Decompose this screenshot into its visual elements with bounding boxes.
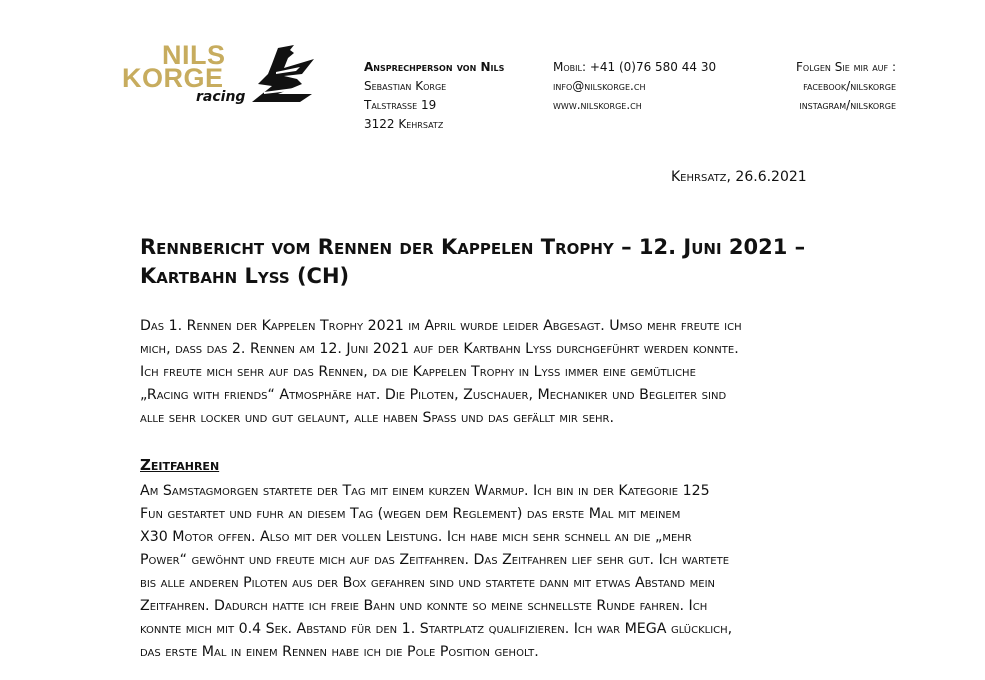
contact-website[interactable]: www.nilskorge.ch [553, 98, 642, 112]
text-line: konnte mich mit 0.4 Sek. Abstand für den 1. Startplatz qualifizieren. Ich war MEGA glücklich, [140, 621, 733, 637]
section-paragraph [140, 480, 900, 664]
text-line: alle sehr locker und gut gelaunt, alle haben Spass und das gefällt mir sehr. [140, 410, 615, 426]
contact-phone: Mobil: +41 (0)76 580 44 30 [553, 60, 717, 74]
logo-text-korge: KORGE [122, 63, 224, 93]
racing-figure-icon [250, 44, 322, 106]
text-line: das erste Mal in einem Rennen habe ich die Pole Position geholt. [140, 644, 539, 660]
contact-person-block [364, 58, 504, 134]
contact-details-block [553, 58, 716, 115]
text-line: Fun gestartet und fuhr an diesem Tag (wegen dem Reglement) das erste Mal mit meinem [140, 506, 681, 522]
section-heading: Zeitfahren [140, 456, 220, 474]
text-line: Ich freute mich sehr auf das Rennen, da die Kappelen Trophy in Lyss immer eine gemütliche [140, 364, 696, 380]
brand-logo [122, 40, 327, 108]
intro-paragraph [140, 315, 900, 430]
text-line: Power“ gewöhnt und freute mich auf das Zeitfahren. Das Zeitfahren lief sehr gut. Ich wartete [140, 552, 730, 568]
text-line: „Racing with friends“ Atmosphäre hat. Die Piloten, Zuschauer, Mechaniker und Begleiter sind [140, 387, 727, 403]
contact-heading: Ansprechperson von Nils [364, 60, 505, 74]
logo-text-nils: NILS [162, 40, 226, 70]
text-line: Das 1. Rennen der Kappelen Trophy 2021 im April wurde leider Abgesagt. Umso mehr freute ich [140, 318, 742, 334]
social-facebook[interactable]: facebook/nilskorge [803, 79, 896, 93]
text-line: X30 Motor offen. Also mit der vollen Leistung. Ich habe mich sehr schnell an die „mehr [140, 529, 692, 545]
dateline: Kehrsatz, 26.6.2021 [671, 169, 807, 185]
contact-street: Talstrasse 19 [364, 98, 437, 112]
contact-name: Sebastian Korge [364, 79, 447, 93]
text-line: Am Samstagmorgen startete der Tag mit einem kurzen Warmup. Ich bin in der Kategorie 125 [140, 483, 710, 499]
social-instagram[interactable]: instagram/nilskorge [799, 98, 896, 112]
text-line: Zeitfahren. Dadurch hatte ich freie Bahn und konnte so meine schnellste Runde fahren. Ich [140, 598, 708, 614]
text-line: mich, dass das 2. Rennen am 12. Juni 2021 auf der Kartbahn Lyss durchgeführt werden konnte. [140, 341, 739, 357]
logo-text-racing: racing [196, 89, 246, 105]
report-title [140, 233, 860, 291]
title-line-1: Rennbericht vom Rennen der Kappelen Trophy – 12. Juni 2021 – [140, 235, 806, 259]
contact-city: 3122 Kehrsatz [364, 117, 444, 131]
social-block [700, 58, 896, 115]
contact-email[interactable]: info@nilskorge.ch [553, 79, 646, 93]
text-line: bis alle anderen Piloten aus der Box gefahren sind und startete dann mit etwas Abstand mein [140, 575, 715, 591]
title-line-2: Kartbahn Lyss (CH) [140, 264, 350, 288]
social-follow-label: Folgen Sie mir auf : [796, 60, 896, 74]
